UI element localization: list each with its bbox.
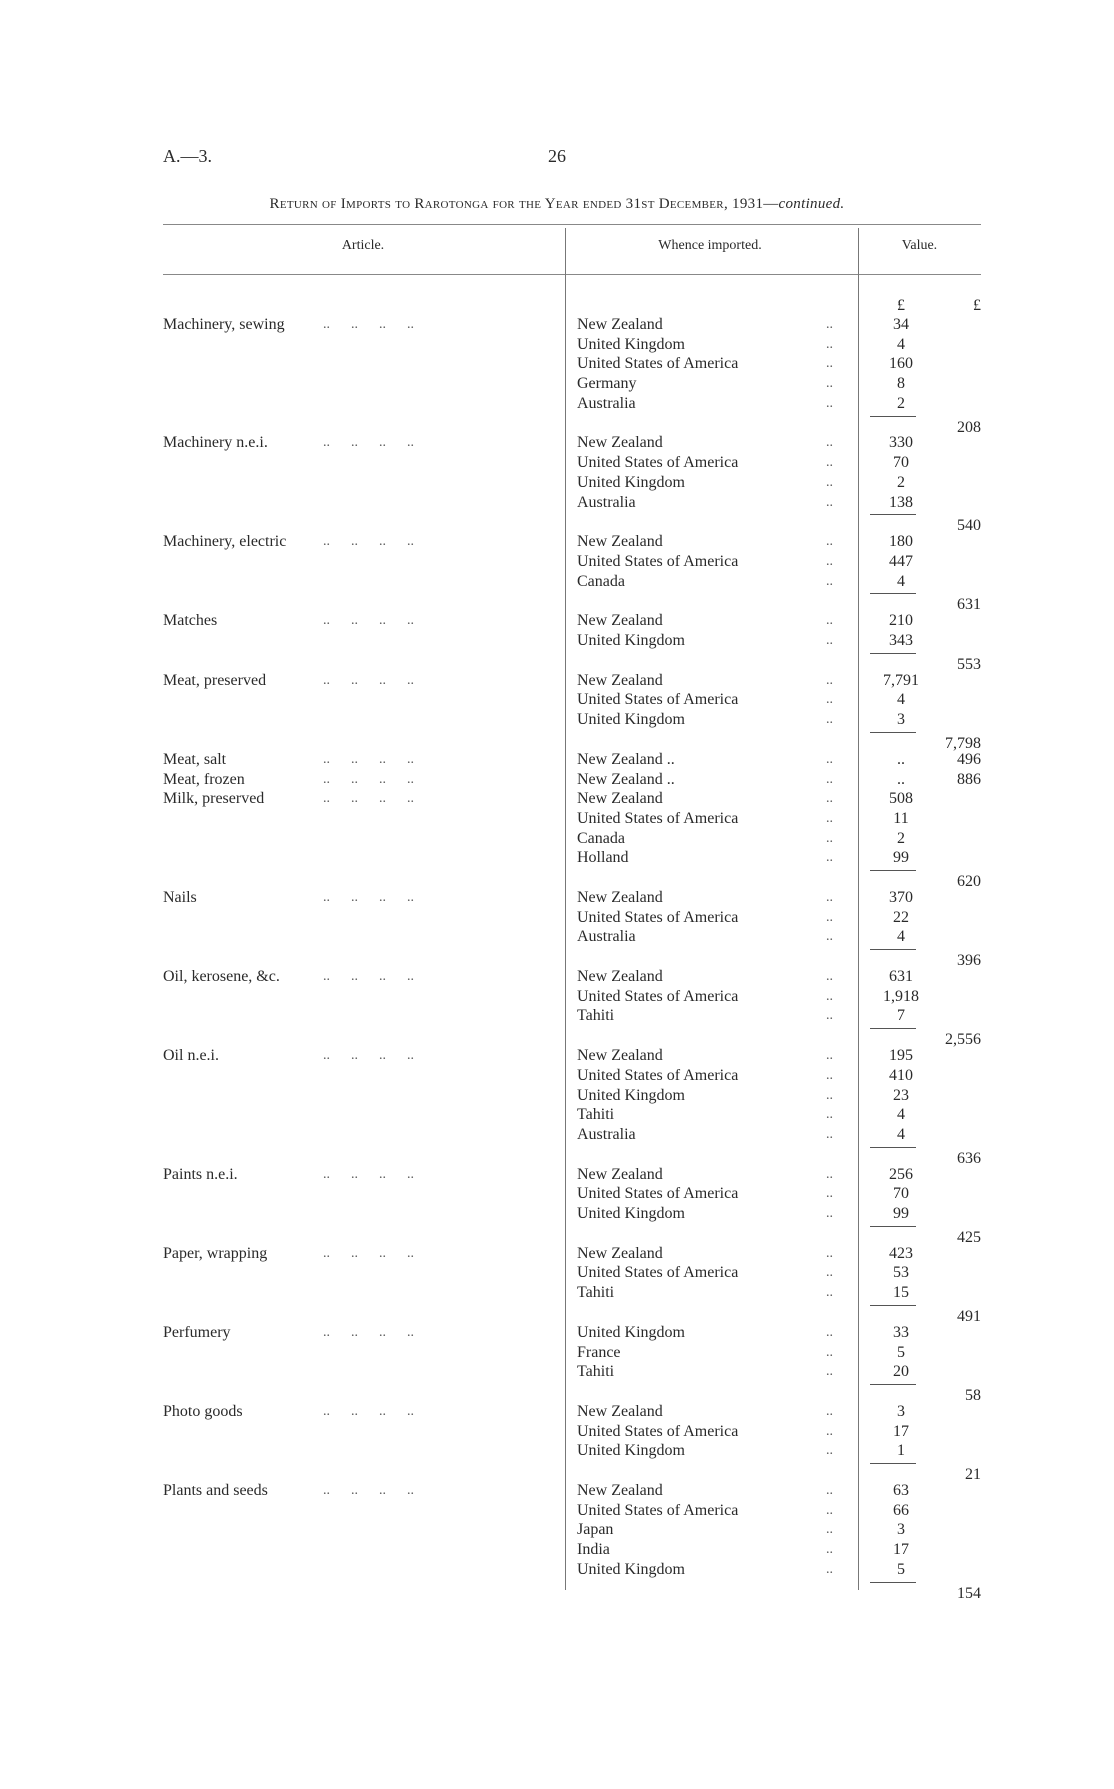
item-value: 20 xyxy=(893,1363,909,1381)
row-leader-dots: .. xyxy=(826,573,833,589)
column-header-article: Article. xyxy=(341,238,385,253)
subtotal-rule xyxy=(870,1226,916,1227)
row-leader-dots: .. xyxy=(826,810,833,826)
article-leader-dots: .. .. .. .. xyxy=(323,771,414,787)
document-reference: A.—3. xyxy=(163,146,212,166)
article-label: Milk, preserved xyxy=(163,790,265,808)
source-country: Tahiti xyxy=(577,1007,615,1025)
source-country: United States of America xyxy=(577,809,739,827)
row-leader-dots: .. xyxy=(826,1008,833,1024)
item-value: 15 xyxy=(893,1284,909,1302)
article-label: Oil n.e.i. xyxy=(163,1047,219,1065)
row-leader-dots: .. xyxy=(826,1067,833,1083)
source-country: United States of America xyxy=(577,552,739,570)
row-leader-dots: .. xyxy=(826,1186,833,1202)
table-title xyxy=(0,196,1114,213)
article-label: Meat, preserved xyxy=(163,671,267,689)
item-value: 23 xyxy=(893,1086,909,1104)
row-leader-dots: .. xyxy=(826,751,833,767)
source-country: New Zealand xyxy=(577,790,663,808)
source-country: Japan xyxy=(577,1521,614,1539)
row-leader-dots: .. xyxy=(826,376,833,392)
source-country: Canada xyxy=(577,572,625,590)
row-leader-dots: .. xyxy=(826,1561,833,1577)
article-label: Machinery n.e.i. xyxy=(163,434,268,452)
row-leader-dots: .. xyxy=(826,534,833,550)
source-country: New Zealand xyxy=(577,1047,663,1065)
item-value: 4 xyxy=(897,928,905,946)
item-value: 17 xyxy=(893,1422,909,1440)
subtotal-rule xyxy=(870,870,916,871)
article-leader-dots: .. .. .. .. xyxy=(323,317,414,332)
item-value: 370 xyxy=(889,889,913,906)
group-total: 2,556 xyxy=(945,1031,981,1049)
table-title-main: Return of Imports to Rarotonga for the Year ended 31st December, 1931— xyxy=(269,196,779,212)
source-country: New Zealand xyxy=(577,968,663,986)
source-country: United States of America xyxy=(577,1501,739,1519)
source-country: New Zealand xyxy=(577,533,663,551)
item-value: 5 xyxy=(897,1560,905,1578)
group-total: 396 xyxy=(957,952,981,970)
group-total: 491 xyxy=(957,1307,981,1325)
item-value: 4 xyxy=(897,1106,905,1124)
item-value: 4 xyxy=(897,335,905,353)
column-header-value: Value. xyxy=(901,238,938,253)
row-leader-dots: .. xyxy=(826,494,833,510)
column-header-whence: Whence imported. xyxy=(658,238,762,253)
item-value: 410 xyxy=(889,1066,913,1084)
subtotal-rule xyxy=(870,732,916,733)
source-country: United States of America xyxy=(577,454,739,472)
row-leader-dots: .. xyxy=(826,1166,833,1182)
page-number: 26 xyxy=(548,146,566,166)
subtotal-rule xyxy=(870,1305,916,1306)
item-value: 17 xyxy=(893,1541,909,1559)
source-country: New Zealand .. xyxy=(577,750,675,768)
row-leader-dots: .. xyxy=(826,830,833,846)
group-total: 154 xyxy=(957,1584,981,1602)
item-value: 99 xyxy=(893,1205,909,1223)
row-leader-dots: .. xyxy=(826,890,833,905)
group-total: 886 xyxy=(957,770,981,788)
item-value: 7 xyxy=(897,1007,905,1025)
source-country: New Zealand xyxy=(577,1402,663,1420)
row-leader-dots: .. xyxy=(826,1502,833,1518)
group-total: 631 xyxy=(957,596,981,614)
item-value: 4 xyxy=(897,572,905,590)
source-country: Australia xyxy=(577,1125,636,1143)
article-label: Meat, frozen xyxy=(163,770,245,788)
subtotal-rule xyxy=(870,416,916,417)
row-leader-dots: .. xyxy=(826,969,833,985)
row-leader-dots: .. xyxy=(826,988,833,1004)
column-divider-value xyxy=(858,228,859,1590)
row-leader-dots: .. xyxy=(826,1443,833,1459)
source-country: New Zealand xyxy=(577,1244,663,1262)
group-total: 7,798 xyxy=(945,734,981,752)
source-country: Australia xyxy=(577,493,636,511)
article-leader-dots: .. .. .. .. xyxy=(323,1245,414,1261)
source-country: Tahiti xyxy=(577,1106,615,1124)
group-total: 21 xyxy=(965,1466,981,1484)
row-leader-dots: .. xyxy=(826,712,833,728)
item-value: 22 xyxy=(893,908,909,926)
subtotal-rule xyxy=(870,653,916,654)
source-country: United States of America xyxy=(577,1066,739,1084)
row-leader-dots: .. xyxy=(826,553,833,569)
item-value: 423 xyxy=(889,1244,913,1262)
row-leader-dots: .. xyxy=(826,1087,833,1103)
column-divider-whence xyxy=(565,228,566,1590)
source-country: New Zealand xyxy=(577,889,663,906)
article-leader-dots: .. .. .. .. xyxy=(323,1166,414,1182)
article-leader-dots: .. .. .. .. xyxy=(323,435,414,451)
item-value: 5 xyxy=(897,1343,905,1361)
item-value: 70 xyxy=(893,454,909,472)
row-leader-dots: .. xyxy=(826,1364,833,1380)
article-label: Paints n.e.i. xyxy=(163,1165,238,1183)
source-country: United Kingdom xyxy=(577,1323,685,1341)
item-value: 160 xyxy=(889,355,913,373)
article-label: Machinery, sewing xyxy=(163,316,285,333)
group-total: 58 xyxy=(965,1386,981,1404)
group-total: 208 xyxy=(957,418,981,436)
value-unit-label: £ xyxy=(897,297,905,314)
source-country: France xyxy=(577,1343,621,1361)
source-country: United States of America xyxy=(577,691,739,709)
article-label: Meat, salt xyxy=(163,750,227,768)
row-leader-dots: .. xyxy=(826,1522,833,1538)
row-leader-dots: .. xyxy=(826,1245,833,1261)
row-leader-dots: .. xyxy=(826,356,833,372)
article-label: Perfumery xyxy=(163,1323,231,1341)
subtotal-rule xyxy=(870,1463,916,1464)
group-total: 553 xyxy=(957,655,981,673)
item-value: 34 xyxy=(893,316,909,333)
article-leader-dots: .. .. .. .. xyxy=(323,1048,414,1064)
row-leader-dots: .. xyxy=(826,1344,833,1360)
row-leader-dots: .. xyxy=(826,1542,833,1558)
source-country: New Zealand xyxy=(577,671,663,689)
item-value: 63 xyxy=(893,1482,909,1499)
row-leader-dots: .. xyxy=(826,850,833,866)
item-value: 1,918 xyxy=(883,987,919,1005)
source-country: United Kingdom xyxy=(577,632,685,650)
article-leader-dots: .. .. .. .. xyxy=(323,1403,414,1419)
source-country: New Zealand xyxy=(577,612,663,630)
row-leader-dots: .. xyxy=(826,1483,833,1498)
source-country: Holland xyxy=(577,849,629,867)
source-country: Tahiti xyxy=(577,1363,615,1381)
item-value: 4 xyxy=(897,691,905,709)
row-leader-dots: .. xyxy=(826,1403,833,1419)
item-value: 2 xyxy=(897,473,905,491)
row-leader-dots: .. xyxy=(826,336,833,352)
item-value: 3 xyxy=(897,1402,905,1420)
subtotal-rule xyxy=(870,1384,916,1385)
source-country: United Kingdom xyxy=(577,473,685,491)
article-label: Machinery, electric xyxy=(163,533,287,551)
article-label: Oil, kerosene, &c. xyxy=(163,968,280,986)
item-value: 195 xyxy=(889,1047,913,1065)
source-country: United Kingdom xyxy=(577,1205,685,1223)
group-total: 636 xyxy=(957,1149,981,1167)
group-total: 540 xyxy=(957,517,981,535)
article-leader-dots: .. .. .. .. xyxy=(323,534,414,550)
item-value: 33 xyxy=(893,1323,909,1341)
article-leader-dots: .. .. .. .. xyxy=(323,969,414,985)
article-leader-dots: .. .. .. .. xyxy=(323,890,414,905)
item-value: 4 xyxy=(897,1125,905,1143)
group-total: 496 xyxy=(957,750,981,768)
row-leader-dots: .. xyxy=(826,1126,833,1142)
source-country: Canada xyxy=(577,829,625,847)
subtotal-rule xyxy=(870,514,916,515)
item-value: 2 xyxy=(897,394,905,412)
row-leader-dots: .. xyxy=(826,633,833,649)
subtotal-rule xyxy=(870,593,916,594)
row-leader-dots: .. xyxy=(826,1206,833,1222)
source-country: United Kingdom xyxy=(577,1086,685,1104)
item-value: 3 xyxy=(897,711,905,729)
item-value: 210 xyxy=(889,612,913,630)
article-leader-dots: .. .. .. .. xyxy=(323,791,414,807)
row-leader-dots: .. xyxy=(826,672,833,688)
source-country: Tahiti xyxy=(577,1284,615,1302)
source-country: United Kingdom xyxy=(577,335,685,353)
item-value: .. xyxy=(897,750,905,768)
row-leader-dots: .. xyxy=(826,474,833,490)
row-leader-dots: .. xyxy=(826,929,833,945)
item-value: 508 xyxy=(889,790,913,808)
source-country: New Zealand .. xyxy=(577,770,675,788)
top-rule xyxy=(163,224,981,225)
row-leader-dots: .. xyxy=(826,435,833,451)
item-value: 99 xyxy=(893,849,909,867)
source-country: New Zealand xyxy=(577,316,663,333)
item-value: 256 xyxy=(889,1165,913,1183)
source-country: United States of America xyxy=(577,987,739,1005)
row-leader-dots: .. xyxy=(826,692,833,708)
article-leader-dots: .. .. .. .. xyxy=(323,672,414,688)
item-value: 180 xyxy=(889,533,913,551)
item-value: 447 xyxy=(889,552,913,570)
row-leader-dots: .. xyxy=(826,1048,833,1064)
item-value: 7,791 xyxy=(883,671,919,689)
article-label: Nails xyxy=(163,889,197,906)
item-value: 1 xyxy=(897,1442,905,1460)
item-value: 70 xyxy=(893,1185,909,1203)
row-leader-dots: .. xyxy=(826,317,833,332)
item-value: 343 xyxy=(889,632,913,650)
row-leader-dots: .. xyxy=(826,791,833,807)
source-country: United States of America xyxy=(577,908,739,926)
article-label: Plants and seeds xyxy=(163,1482,268,1499)
table-title-continued: continued. xyxy=(778,196,845,212)
source-country: Australia xyxy=(577,928,636,946)
item-value: 11 xyxy=(893,809,909,827)
source-country: United States of America xyxy=(577,1422,739,1440)
total-unit-label: £ xyxy=(973,297,981,314)
subtotal-rule xyxy=(870,1582,916,1583)
item-value: 631 xyxy=(889,968,913,986)
row-leader-dots: .. xyxy=(826,1107,833,1123)
item-value: 8 xyxy=(897,375,905,393)
row-leader-dots: .. xyxy=(826,771,833,787)
row-leader-dots: .. xyxy=(826,1265,833,1281)
item-value: 138 xyxy=(889,493,913,511)
source-country: New Zealand xyxy=(577,1165,663,1183)
source-country: United States of America xyxy=(577,1264,739,1282)
row-leader-dots: .. xyxy=(826,909,833,925)
source-country: Australia xyxy=(577,394,636,412)
group-total: 620 xyxy=(957,873,981,891)
source-country: India xyxy=(577,1541,610,1559)
article-label: Paper, wrapping xyxy=(163,1244,268,1262)
article-label: Matches xyxy=(163,612,218,630)
row-leader-dots: .. xyxy=(826,455,833,471)
item-value: 66 xyxy=(893,1501,909,1519)
source-country: United Kingdom xyxy=(577,1560,685,1578)
subtotal-rule xyxy=(870,949,916,950)
source-country: United Kingdom xyxy=(577,1442,685,1460)
item-value: 53 xyxy=(893,1264,909,1282)
source-country: Germany xyxy=(577,375,637,393)
subtotal-rule xyxy=(870,1028,916,1029)
source-country: New Zealand xyxy=(577,434,663,452)
article-leader-dots: .. .. .. .. xyxy=(323,1324,414,1340)
article-label: Photo goods xyxy=(163,1402,243,1420)
article-leader-dots: .. .. .. .. xyxy=(323,613,414,629)
item-value: .. xyxy=(897,770,905,788)
article-leader-dots: .. .. .. .. xyxy=(323,751,414,767)
item-value: 330 xyxy=(889,434,913,452)
row-leader-dots: .. xyxy=(826,1285,833,1301)
source-country: United States of America xyxy=(577,1185,739,1203)
article-leader-dots: .. .. .. .. xyxy=(323,1483,414,1498)
row-leader-dots: .. xyxy=(826,1324,833,1340)
source-country: United Kingdom xyxy=(577,711,685,729)
subtotal-rule xyxy=(870,1147,916,1148)
row-leader-dots: .. xyxy=(826,1423,833,1439)
row-leader-dots: .. xyxy=(826,395,833,411)
source-country: United States of America xyxy=(577,355,739,373)
row-leader-dots: .. xyxy=(826,613,833,629)
source-country: New Zealand xyxy=(577,1482,663,1499)
item-value: 3 xyxy=(897,1521,905,1539)
group-total: 425 xyxy=(957,1228,981,1246)
item-value: 2 xyxy=(897,829,905,847)
